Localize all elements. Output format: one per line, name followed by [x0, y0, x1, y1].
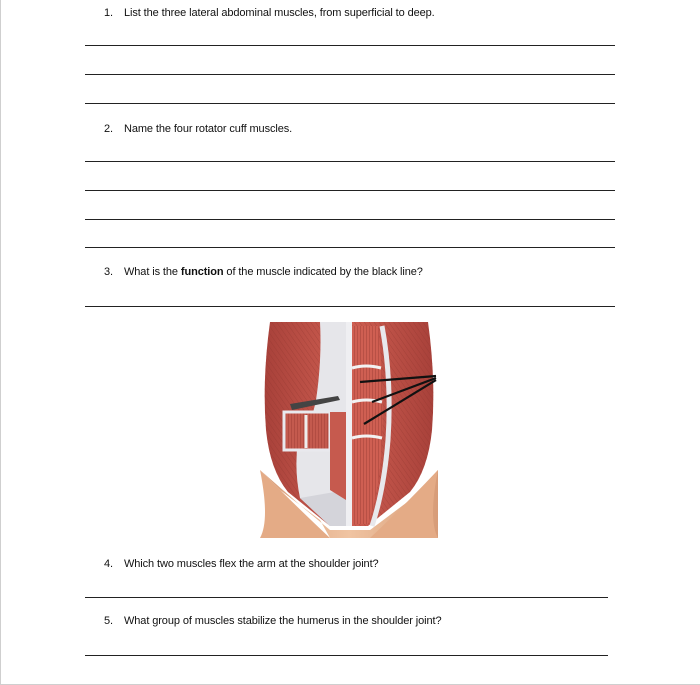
question-2-text: Name the four rotator cuff muscles.	[124, 123, 293, 135]
answer-line-3a[interactable]	[85, 306, 615, 307]
answer-line-2d[interactable]	[85, 247, 615, 248]
question-4-number: 4.	[104, 558, 113, 570]
question-3-number: 3.	[104, 266, 113, 278]
question-4-text: Which two muscles flex the arm at the shoulder joint?	[124, 558, 379, 570]
question-3-text-before: What is the	[124, 266, 181, 278]
question-3-text-bold: function	[180, 266, 224, 278]
question-1	[104, 6, 435, 20]
question-5-text: What group of muscles stabilize the humerus in the shoulder joint?	[124, 615, 442, 627]
question-3-text-after: of the muscle indicated by the black line?	[223, 266, 423, 278]
linea-alba	[346, 322, 352, 526]
question-2	[104, 122, 292, 136]
question-4	[104, 557, 379, 571]
question-5-number: 5.	[104, 615, 113, 627]
question-2-number: 2.	[104, 123, 113, 135]
question-5	[104, 614, 441, 628]
abdominal-muscles-figure	[260, 320, 438, 538]
answer-line-2a[interactable]	[85, 161, 615, 162]
question-1-text: List the three lateral abdominal muscles, from superficial to deep.	[124, 7, 435, 19]
question-1-number: 1.	[104, 7, 113, 19]
answer-line-1a[interactable]	[85, 45, 615, 46]
rectus-abdominis-left	[330, 412, 346, 500]
answer-line-5a[interactable]	[85, 655, 608, 656]
answer-line-2b[interactable]	[85, 190, 615, 191]
question-3	[104, 265, 423, 279]
abdominal-muscles-illustration	[260, 320, 438, 538]
answer-line-1b[interactable]	[85, 74, 615, 75]
answer-line-1c[interactable]	[85, 103, 615, 104]
answer-line-2c[interactable]	[85, 219, 615, 220]
answer-line-4a[interactable]	[85, 597, 608, 598]
